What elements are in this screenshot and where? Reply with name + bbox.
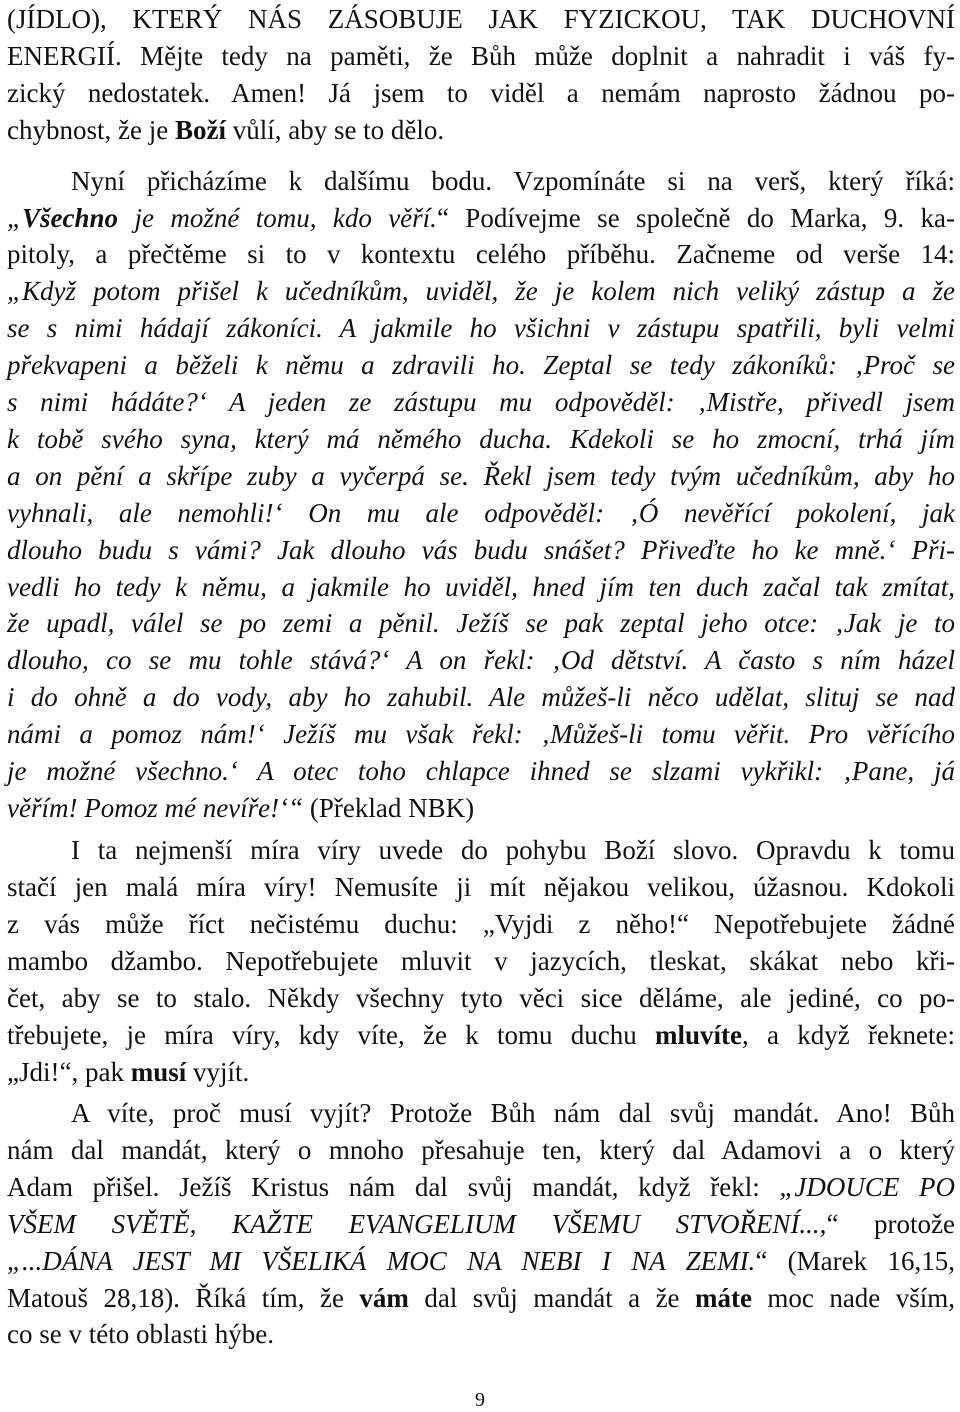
text-line bbox=[7, 980, 955, 1017]
text-run: chybnost, že je bbox=[7, 115, 175, 145]
text-line bbox=[7, 1316, 955, 1353]
text-run: Všechno bbox=[22, 203, 119, 233]
text-run: zický nedostatek. Amen! Já jsem to viděl a nemám naprosto žádnou po- bbox=[7, 78, 955, 108]
text-run: z vás může říct nečistému duchu: „Vyjdi z něho!“ Nepotřebujete žádné bbox=[7, 909, 955, 939]
text-line bbox=[7, 753, 955, 790]
text-line bbox=[7, 1095, 955, 1132]
text-run: dal svůj mandát a že bbox=[408, 1283, 695, 1313]
text-run: čet, aby se to stalo. Někdy všechny tyto věci sice děláme, ale jediné, co po- bbox=[7, 983, 955, 1013]
text-line bbox=[7, 716, 955, 753]
text-run: VŠEM SVĚTĚ, KAŽTE EVANGELIUM VŠEMU STVOŘENÍ..., bbox=[7, 1209, 827, 1239]
text-line bbox=[7, 605, 955, 642]
text-line bbox=[7, 790, 955, 827]
text-run: “ protože bbox=[826, 1209, 955, 1239]
text-run: „ bbox=[7, 203, 23, 233]
text-run: k tobě svého syna, který má němého ducha. Kdekoli se ho zmocní, trhá jím bbox=[7, 424, 955, 454]
text-line bbox=[7, 310, 955, 347]
text-run: námi a pomoz nám!‘ Ježíš mu však řekl: ‚Můžeš-li tomu věřit. Pro věřícího bbox=[7, 719, 955, 749]
text-run: “ Podívejme se společně do Marka, 9. ka- bbox=[436, 203, 956, 233]
text-run: se s nimi hádají zákoníci. A jakmile ho všichni v zástupu spatřili, byli velmi bbox=[7, 313, 955, 343]
text-run: „ bbox=[7, 1246, 23, 1276]
text-line bbox=[7, 1054, 955, 1091]
text-run: je možné všechno.‘ A otec toho chlapce ihned se slzami vykřikl: ‚Pane, já bbox=[7, 756, 955, 786]
text-run: ...DÁNA JEST MI VŠELIKÁ MOC NA NEBI I NA ZEMI. bbox=[22, 1246, 756, 1276]
text-run: , a když řeknete: bbox=[742, 1020, 955, 1050]
text-run: „Jdi!“, pak bbox=[7, 1057, 131, 1087]
text-run: stačí jen malá míra víry! Nemusíte ji mít nějakou velikou, úžasnou. Kdokoli bbox=[7, 872, 955, 902]
text-run: (Překlad NBK) bbox=[303, 793, 475, 823]
text-run: moc nade vším, bbox=[751, 1283, 955, 1313]
text-run: máte bbox=[694, 1283, 752, 1313]
text-line bbox=[7, 163, 955, 200]
text-line bbox=[7, 1243, 955, 1280]
text-run: dlouho budu s vámi? Jak dlouho vás budu snášet? Přiveďte ho ke mně.‘ Při- bbox=[7, 535, 955, 565]
text-run: vedli ho tedy k němu, a jakmile ho uviděl, hned jím ten duch začal tak zmítat, bbox=[7, 572, 955, 602]
text-line bbox=[7, 458, 955, 495]
text-line bbox=[7, 421, 955, 458]
text-line bbox=[7, 384, 955, 421]
text-run: věřím! Pomoz mé nevíře!‘“ bbox=[7, 793, 304, 823]
page-number: 9 bbox=[475, 1389, 485, 1411]
text-run: musí bbox=[130, 1057, 187, 1087]
text-run: vyhnali, ale nemohli!‘ On mu ale odpověděl: ‚Ó nevěřící pokolení, jak bbox=[7, 498, 955, 528]
text-line bbox=[7, 273, 955, 310]
text-run: „JDOUCE PO bbox=[779, 1172, 955, 1202]
text-line bbox=[7, 1169, 955, 1206]
text-line bbox=[7, 1, 955, 38]
text-run: co se v této oblasti hýbe. bbox=[7, 1319, 274, 1349]
text-run: překvapeni a běželi k němu a zdravili ho. Zeptal se tedy zákoníků: ‚Proč se bbox=[7, 350, 955, 380]
text-run: „Když potom přišel k učedníkům, uviděl, že je kolem nich veliký zástup a že bbox=[7, 276, 955, 306]
text-line bbox=[7, 679, 955, 716]
text-line bbox=[7, 832, 955, 869]
text-run: vyjít. bbox=[186, 1057, 250, 1087]
text-line bbox=[7, 569, 955, 606]
text-run: nám dal mandát, který o mnoho přesahuje ten, který dal Adamovi a o který bbox=[7, 1135, 955, 1165]
text-run: ENERGIÍ. Mějte tedy na paměti, že Bůh může doplnit a nahradit i váš fy- bbox=[7, 41, 955, 71]
text-run: vám bbox=[359, 1283, 409, 1313]
text-line bbox=[7, 347, 955, 384]
text-run: s nimi hádáte?‘ A jeden ze zástupu mu odpověděl: ‚Mistře, přivedl jsem bbox=[7, 387, 955, 417]
text-run: dlouho, co se mu tohle stává?‘ A on řekl: ‚Od dětství. A často s ním házel bbox=[7, 645, 955, 675]
text-run: že upadl, válel se po zemi a pěnil. Ježíš se pak zeptal jeho otce: ‚Jak je to bbox=[7, 608, 955, 638]
text-line bbox=[7, 1206, 955, 1243]
text-line bbox=[7, 906, 955, 943]
text-run: je možné tomu, kdo věří. bbox=[118, 203, 437, 233]
text-line bbox=[7, 38, 955, 75]
text-line bbox=[7, 1132, 955, 1169]
text-line bbox=[7, 532, 955, 569]
text-line bbox=[7, 200, 955, 237]
text-line bbox=[7, 236, 955, 273]
text-run: Matouš 28,18). Říká tím, že bbox=[7, 1283, 360, 1313]
text-run: a on pění a skřípe zuby a vyčerpá se. Řekl jsem tedy tvým učedníkům, aby ho bbox=[7, 461, 955, 491]
text-line bbox=[7, 869, 955, 906]
text-run: “ (Marek 16,15, bbox=[755, 1246, 955, 1276]
text-line bbox=[7, 1280, 955, 1317]
text-run: Nyní přicházíme k dalšímu bodu. Vzpomínáte si na verš, který říká: bbox=[71, 166, 955, 196]
text-line bbox=[7, 1017, 955, 1054]
text-line bbox=[7, 642, 955, 679]
text-run: pitoly, a přečtěme si to v kontextu celého příběhu. Začneme od verše 14: bbox=[7, 239, 955, 269]
text-line bbox=[7, 75, 955, 112]
text-run: A víte, proč musí vyjít? Protože Bůh nám dal svůj mandát. Ano! Bůh bbox=[71, 1098, 955, 1128]
text-run: I ta nejmenší míra víry uvede do pohybu Boží slovo. Opravdu k tomu bbox=[71, 835, 955, 865]
text-run: Boží bbox=[174, 115, 226, 145]
text-line bbox=[7, 112, 955, 149]
text-run: Adam přišel. Ježíš Kristus nám dal svůj mandát, když řekl: bbox=[7, 1172, 780, 1202]
text-run: mluvíte bbox=[655, 1020, 743, 1050]
text-line bbox=[7, 943, 955, 980]
text-line bbox=[7, 495, 955, 532]
text-run: třebujete, je míra víry, kdy víte, že k tomu duchu bbox=[7, 1020, 656, 1050]
text-run: i do ohně a do vody, aby ho zahubil. Ale můžeš-li něco udělat, slituj se nad bbox=[7, 682, 955, 712]
text-run: (JÍDLO), KTERÝ NÁS ZÁSOBUJE JAK FYZICKOU, TAK DUCHOVNÍ bbox=[7, 4, 955, 34]
text-run: mambo džambo. Nepotřebujete mluvit v jazycích, tleskat, skákat nebo kři- bbox=[7, 946, 955, 976]
text-run: vůlí, aby se to dělo. bbox=[225, 115, 445, 145]
